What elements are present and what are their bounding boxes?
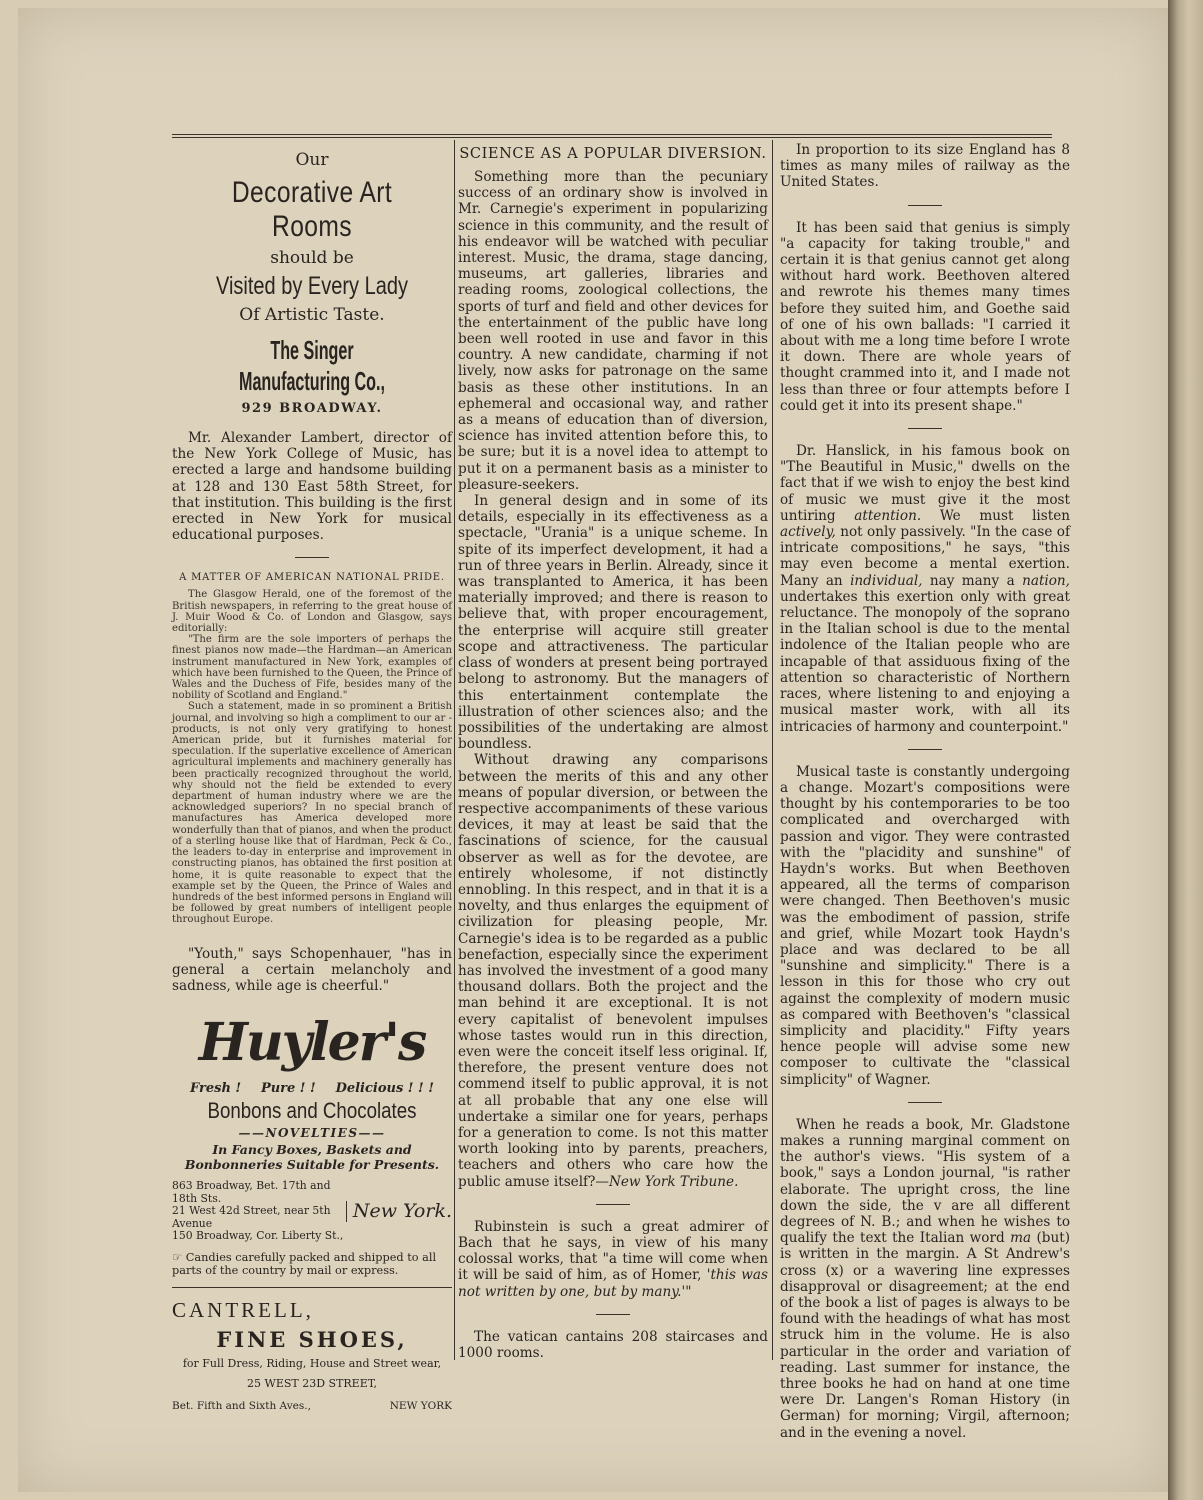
science-paragraph: Without drawing any comparisons between the merits of this and any other means of popular diversion, or between the respective accompaniments of these various devices, it may at least be said that the fascinations of science, for the causual observer as well as for the devotee, are entirely wholesome, if not distinctly ennobling. In this respect, and in that it is a novelty, and thus enlarges the equipment of civilization for pleasing people, Mr. Carnegie's idea is to be regarded as a public benefaction, especially since the experiment has involved the investment of a good many thousand dollars. Both the project and the man behind it are exceptional. It is not every capitalist of benevolent impulses whose tastes would run in this direction, even were the conceit itself less original. If, therefore, the present venture does not commend itself to public approval, it is not at all probable that any one else will undertake a similar one for years, perhaps for a generation to come. Is not this matter worth looking into by parents, preachers, teachers and others who care how the public amuse itself?—New York Tribune. [458, 752, 768, 1190]
separator [295, 557, 329, 558]
cantrell-street: 25 WEST 23D STREET, [247, 1376, 377, 1390]
cantrell-city: NEW YORK [389, 1399, 452, 1412]
science-source: —New York Tribune. [595, 1173, 739, 1190]
huyler-candies-note: ☞ Candies carefully packed and shipped to all parts of the country by mail or express. [172, 1250, 437, 1277]
ad-singer-address: 929 BROADWAY. [241, 401, 383, 416]
ad-decorative-heading: Decorative Art Rooms [231, 176, 393, 243]
separator [908, 428, 942, 429]
tag-fresh: Fresh ! [190, 1081, 242, 1097]
huyler-logo: Huyler's [198, 1012, 426, 1074]
cantrell-bet: Bet. Fifth and Sixth Aves., [172, 1399, 311, 1412]
science-paragraph: Something more than the pecuniary success of an ordinary show is involved in Mr. Carnegie's experiment in popularizing science in this community, and the result of his endeavor will be watched with peculiar interest. Music, the drama, stage dancing, museums, art galleries, libraries and reading rooms, zoological collections, the sports of turf and field and other devices for the entertainment of the public have long been well rooted in use and favor in this country. A new candidate, charming if not lively, now asks for patronage on the same basis as these other institutions. In an ephemeral and occasional way, and rather as a means of education than of diversion, science has invited attention before this, to be sure; but it is a novel idea to attempt to put it on a permanent basis as a minister to pleasure-seekers. [458, 169, 768, 493]
vatican-article: The vatican cantains 208 staircases and 1000 rooms. [458, 1328, 768, 1362]
huyler-fancy: In Fancy Boxes, Baskets and Bonbonneries Suitable for Presents. [184, 1142, 440, 1173]
lambert-article: Mr. Alexander Lambert, director of the New York College of Music, has erected a large and handsome building at 128 and 130 East 58th Street, for that institution. This building is the first erected in New York for musical educational purposes. [172, 430, 452, 544]
pointing-hand-icon: ☞ [172, 1250, 183, 1264]
column-divider [772, 140, 773, 1360]
huyler-bonbons: Bonbons and Chocolates [207, 1098, 417, 1124]
tag-delicious: Delicious ! ! ! [335, 1081, 434, 1097]
huyler-address: 863 Broadway, Bet. 17th and 18th Sts. [172, 1179, 331, 1205]
england-article: In proportion to its size England has 8 times as many miles of railway as the United States. [780, 142, 1070, 191]
gladstone-article: When he reads a book, Mr. Gladstone makes a running marginal comment on the author's views. "His system of a book," says a London journal, "is rather elaborate. The upright cross, the line down the side, the v are all different degrees of N. B.; and when he wishes to qualify the text the Italian word ma (but) is written in the margin. A St Andrew's cross (x) or a wavering line expresses disapproval or disagreement; at the end of the book a list of pages is always to be found with the headings of what has most struck him in the volume. He is also particular in the order and variation of reading. Last summer for instance, the three books he had on hand at one time were Dr. Langen's Roman History (in German) for morning; Virgil, afternoon; and in the evening a novel. [780, 1116, 1070, 1441]
huyler-city: New York. [346, 1201, 452, 1222]
ad-singer-company: The Singer Manufacturing Co., [239, 335, 385, 396]
huyler-addresses [172, 1180, 452, 1243]
top-rule [172, 134, 1052, 135]
pride-paragraph: "The firm are the sole importers of perhaps the finest pianos now made—the Hardman—an American instrument manufactured in New York, examples of which have been furnished to the Queen, the Prince of Wales and the Duchess of Fife, besides many of the nobility of Scotland and England." [172, 634, 452, 702]
pride-paragraph: Such a statement, made in so prominent a British journal, and involving so high a compliment to our ar -products, is not only very gratifying to honest American pride, but it furnishes material for speculation. If the superlative excellence of American agricultural implements and machinery generally has been practically recognized throughout the world, why should not the field be extended to every department of human industry where we are the acknowledged superiors? In no special branch of manufactures has America developed more wonderfully than that of pianos, and when the product of a sterling house like that of Hardman, Peck & Co., the leaders to-day in enterprise and improvement in constructing pianos, has obtained the first position at home, it is quite reasonable to expect that the example set by the Queen, the Prince of Wales and hundreds of the best informed persons in England will be followed by great numbers of intelligent people throughout Europe. [172, 701, 452, 926]
science-paragraph: In general design and in some of its details, especially in its effectiveness as a spectacle, "Urania" is a unique scheme. In spite of its imperfect development, it had a run of three years in Berlin. Already, since it was transplanted to America, it has been materially improved; and there is reason to believe that, with proper encouragement, the enterprise will acquire still greater scope and attractiveness. The particular class of wonders at present being portrayed belong to astronomy. But the managers of this entertainment contemplate the illustration of other sciences also; and the possibilities of the undertaking are almost boundless. [458, 493, 768, 753]
ad-taste-line: Of Artistic Taste. [239, 305, 385, 325]
column-middle [458, 142, 768, 1361]
cantrell-fine-shoes: FINE SHOES, [216, 1326, 408, 1352]
ad-should-be: should be [270, 248, 354, 268]
genius-article: It has been said that genius is simply "a capacity for taking trouble," and certain it is that genius cannot get along without hard work. Beethoven altered and rewrote his themes many times before they suited him, and Goethe said of one of his own ballads: "I carried it about with me a long time before I wrote it down. There are whole years of thought crammed into it, and I made not less than three or four attempts before I could get it into its present shape." [780, 219, 1070, 414]
huyler-taglines [172, 1081, 452, 1096]
hanslick-article: Dr. Hanslick, in his famous book on "The Beautiful in Music," dwells on the fact that if we wish to enjoy the best kind of music we must give it the most untiring attention. We must listen actively, not only passively. "In the case of intricate compositions," he says, "this may even become a mental exertion. Many an individual, nay many a nation, undertakes this exertion only with great reluctance. The monopoly of the soprano in the Italian school is due to the mental indolence of the Italian people who are incapable of that assiduous fixing of the attention so characteristic of Northern races, where listening to and enjoying a musical master work, with all its intricacies of harmony and counterpoint." [780, 443, 1071, 735]
separator [908, 749, 942, 750]
cantrell-line: for Full Dress, Riding, House and Street wear, [182, 1356, 442, 1370]
column-left [172, 142, 452, 1412]
science-title: SCIENCE AS A POPULAR DIVERSION. [459, 146, 767, 162]
column-divider [454, 140, 455, 1360]
rubinstein-article: Rubinstein is such a great admirer of Bach that he says, in view of his many colossal works, that "a time will come when it will be said of him, as of Homer, 'this was not written by one, but by many.'" [458, 1218, 768, 1300]
huyler-address: 150 Broadway, Cor. Liberty St., [172, 1229, 344, 1243]
column-right [780, 142, 1070, 1441]
tag-pure: Pure ! ! [260, 1081, 316, 1097]
separator [908, 205, 942, 206]
top-rule-double [172, 137, 1052, 138]
page-edge [1168, 0, 1203, 1500]
cantrell-bottom [172, 1400, 452, 1412]
separator [596, 1314, 630, 1315]
pride-paragraph: The Glasgow Herald, one of the foremost of the British newspapers, in referring to the great house of J. Muir Wood & Co. of London and Glasgow, says editorially: [172, 589, 452, 635]
pride-heading: A MATTER OF AMERICAN NATIONAL PRIDE. [179, 572, 445, 584]
musical-taste-article: Musical taste is constantly undergoing a change. Mozart's compositions were thought by his contemporaries to be too complicated and overcharged with passion and vigor. They were contrasted with the "placidity and sunshine" of Haydn's works. But when Beethoven appeared, all the terms of comparison were changed. Then Beethoven's music was the embodiment of passion, strife and grief, while Mozart took Haydn's place and was declared to be all "sunshine and simplicity." There is a lesson in this for those who cry out against the complexity of modern music as compared with Beethoven's "classical simplicity and placidity." Fifty years hence people will advise some new composer to cultivate the "classical simplicity" of Wagner. [780, 763, 1070, 1088]
huyler-novelties: ——NOVELTIES—— [238, 1126, 386, 1141]
youth-quote: "Youth," says Schopenhauer, "has in general a certain melancholy and sadness, while age is cheerful." [172, 945, 452, 994]
ad-visited-line: Visited by Every Lady [216, 272, 408, 300]
separator [596, 1204, 630, 1205]
ad-divider [172, 1287, 452, 1288]
ad-our: Our [295, 150, 329, 170]
cantrell-name: CANTRELL, [172, 1297, 314, 1322]
huyler-address: 21 West 42d Street, near 5th Avenue [172, 1204, 331, 1230]
separator [908, 1102, 942, 1103]
